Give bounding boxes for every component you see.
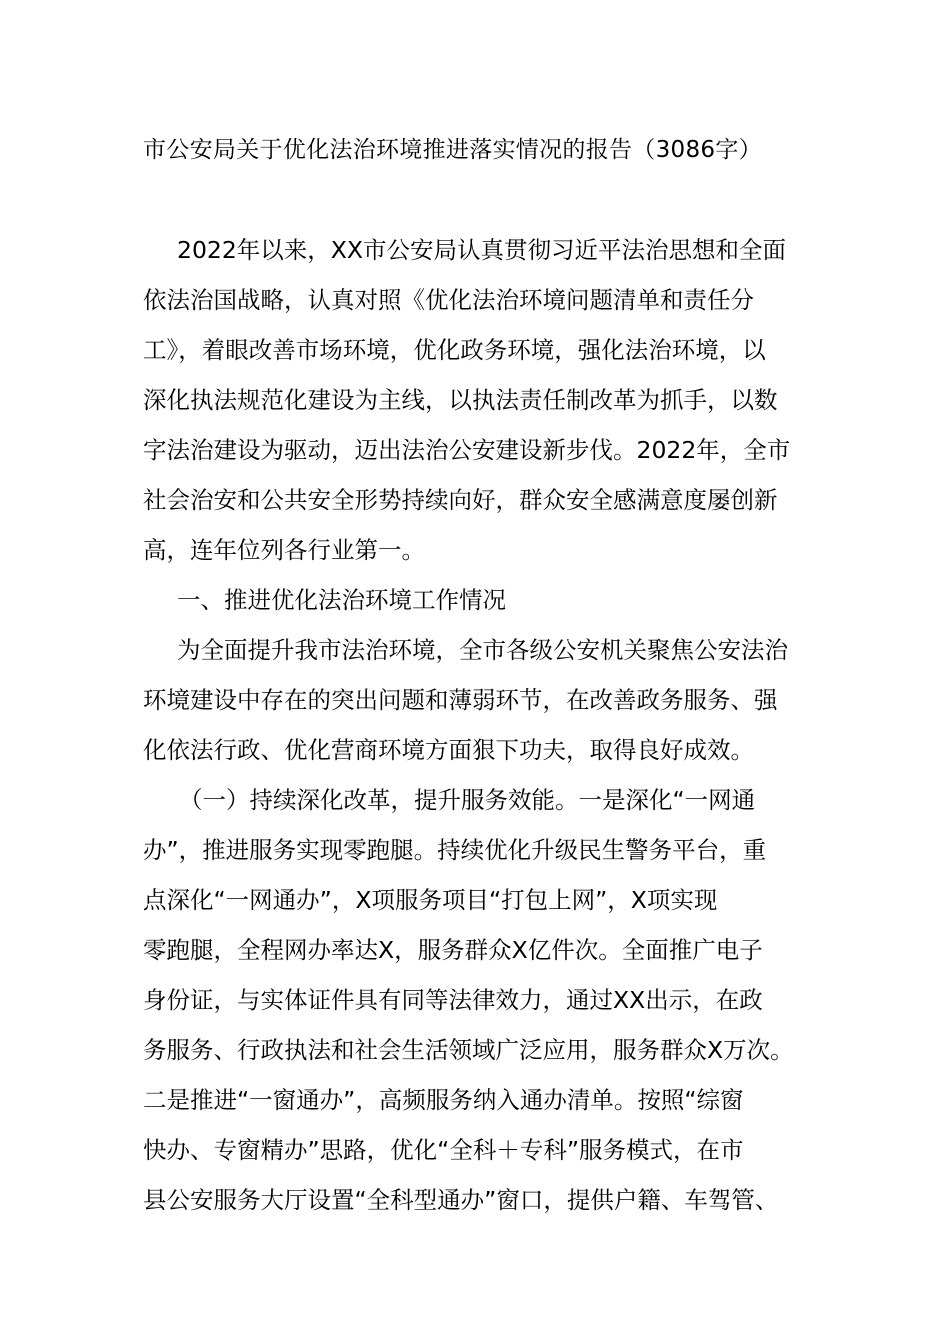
paragraph-line: 工》，着眼改善市场环境，优化政务环境，强化法治环境，以 bbox=[143, 336, 766, 364]
document-body bbox=[143, 232, 833, 1232]
section-heading: 一、推进优化法治环境工作情况 bbox=[177, 586, 506, 614]
paragraph-line: 务服务、行政执法和社会生活领域广泛应用，服务群众X万次。 bbox=[143, 1036, 794, 1064]
paragraph-line: 为全面提升我市法治环境，全市各级公安机关聚焦公安法治 bbox=[177, 636, 788, 664]
paragraph-line: 字法治建设为驱动，迈出法治公安建设新步伐。2022年，全市 bbox=[143, 436, 791, 464]
paragraph-line: 二是推进“一窗通办”，高频服务纳入通办清单。按照“综窗 bbox=[143, 1086, 744, 1114]
paragraph-line: 环境建设中存在的突出问题和薄弱环节，在改善政务服务、强 bbox=[143, 686, 778, 714]
paragraph-line: 零跑腿，全程网办率达X，服务群众X亿件次。全面推广电子 bbox=[143, 936, 763, 964]
paragraph-line: 办”，推进服务实现零跑腿。持续优化升级民生警务平台，重 bbox=[143, 836, 767, 864]
paragraph-line: 2022年以来，XX市公安局认真贯彻习近平法治思想和全面 bbox=[177, 236, 787, 264]
document-title: 市公安局关于优化法治环境推进落实情况的报告（3086字） bbox=[143, 137, 762, 163]
paragraph-line: 化依法行政、优化营商环境方面狠下功夫，取得良好成效。 bbox=[143, 736, 754, 764]
subsection-line: （一）持续深化改革，提升服务效能。一是深化“一网通 bbox=[179, 786, 756, 814]
paragraph-line: 县公安服务大厅设置“全科型通办”窗口，提供户籍、车驾管、 bbox=[143, 1186, 779, 1214]
paragraph-line: 快办、专窗精办”思路，优化“全科＋专科”服务模式，在市 bbox=[143, 1136, 744, 1164]
paragraph-line: 社会治安和公共安全形势持续向好，群众安全感满意度屡创新 bbox=[143, 486, 778, 514]
paragraph-line: 身份证，与实体证件具有同等法律效力，通过XX出示，在政 bbox=[143, 986, 763, 1014]
paragraph-line: 依法治国战略，认真对照《优化法治环境问题清单和责任分 bbox=[143, 286, 754, 314]
paragraph-line: 深化执法规范化建设为主线，以执法责任制改革为抓手，以数 bbox=[143, 386, 778, 414]
paragraph-line: 高，连年位列各行业第一。 bbox=[143, 536, 425, 564]
paragraph-line: 点深化“一网通办”，X项服务项目“打包上网”，X项实现 bbox=[143, 886, 718, 914]
